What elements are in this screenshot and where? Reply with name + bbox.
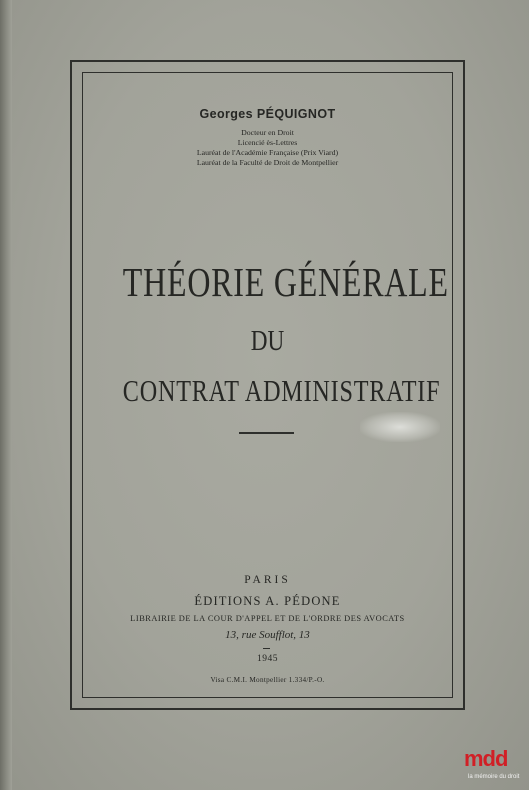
- mdd-logo: [464, 746, 528, 788]
- logo-text: mdd: [464, 746, 508, 771]
- book-title-line-1: THÉORIE GÉNÉRALE: [122, 259, 449, 305]
- book-title-line-3: CONTRAT ADMINISTRATIF: [122, 373, 441, 408]
- publisher-address: 13, rue Soufflot, 13: [225, 629, 310, 641]
- visa-line: Visa C.M.I. Montpellier 1.334/P.-O.: [210, 676, 325, 684]
- publication-city: PARIS: [244, 574, 291, 586]
- title-divider: [239, 432, 294, 434]
- author-credential: Licencié ès-Lettres: [237, 138, 298, 147]
- year-dash: [263, 648, 270, 649]
- librairie-line: LIBRAIRIE DE LA COUR D'APPEL ET DE L'ORDRE DES AVOCATS: [130, 614, 405, 623]
- logo-tagline: la mémoire du droit: [468, 774, 520, 780]
- publication-year: 1945: [257, 654, 278, 664]
- author-credential: Lauréat de la Faculté de Droit de Montpellier: [196, 158, 339, 167]
- book-title-line-2: DU: [250, 325, 285, 357]
- book-spine: [0, 0, 12, 790]
- publisher-name: ÉDITIONS A. PÉDONE: [194, 594, 341, 608]
- paper-stain: [360, 412, 440, 442]
- author-name: Georges PÉQUIGNOT: [199, 107, 336, 121]
- author-credential: Docteur en Droit: [241, 128, 294, 137]
- author-credential: Lauréat de l'Académie Française (Prix Viard): [196, 148, 339, 157]
